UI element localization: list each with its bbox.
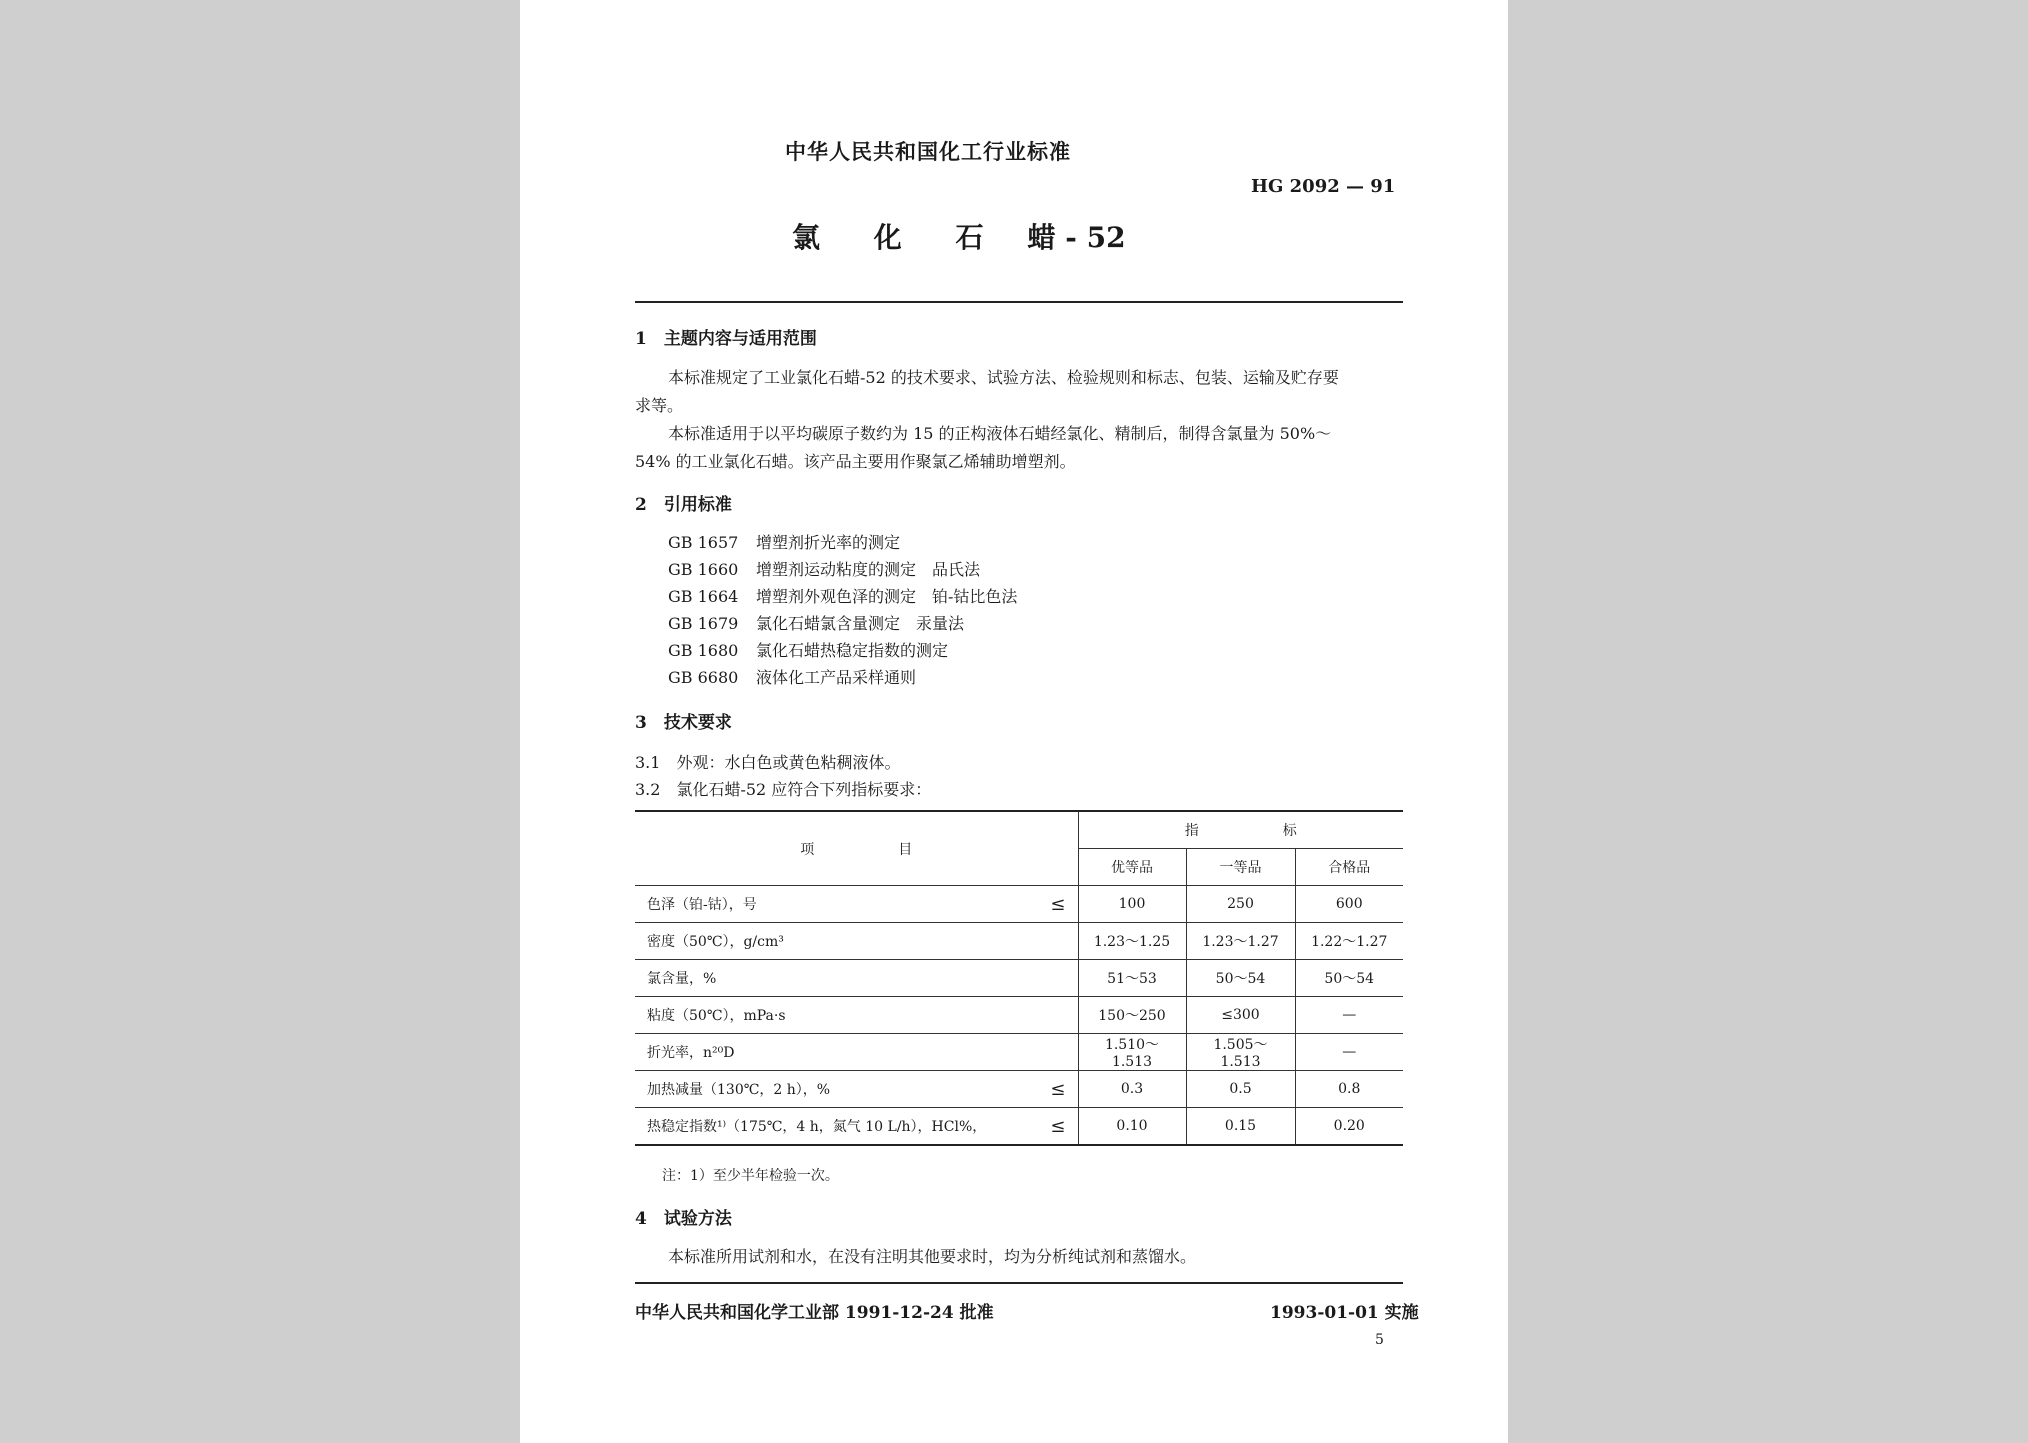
section-3-1: 3.1 外观：水白色或黄色粘稠液体。 — [635, 753, 901, 772]
cell-first: 250 — [1186, 886, 1295, 923]
approval-line: 中华人民共和国化学工业部 1991-12-24 批准 — [635, 1303, 994, 1323]
row-label: 折光率，n²⁰D — [647, 1045, 735, 1061]
top-rule — [635, 301, 1403, 303]
cell-first: 50～54 — [1186, 960, 1295, 997]
row-label: 加热减量（130℃，2 h），% — [647, 1081, 831, 1098]
bottom-rule — [635, 1282, 1403, 1284]
cell-qualified: — — [1295, 997, 1403, 1034]
cell-premium: 0.10 — [1078, 1108, 1186, 1146]
grade-first: 一等品 — [1186, 849, 1295, 886]
row-item — [635, 997, 1078, 1034]
table-row — [635, 1034, 1403, 1071]
row-item — [635, 886, 1078, 923]
le-sign: ≤ — [1050, 893, 1066, 915]
row-label: 热稳定指数¹⁾（175℃，4 h，氮气 10 L/h），HCl%， — [647, 1118, 987, 1135]
ref-title: 增塑剂外观色泽的测定 铂-钴比色法 — [756, 587, 1018, 606]
ref-item — [668, 530, 900, 553]
cell-premium: 150～250 — [1078, 997, 1186, 1034]
title-char-1: 氯 — [792, 221, 821, 254]
cell-premium: 1.23～1.25 — [1078, 923, 1186, 960]
spec-table — [635, 810, 1403, 1146]
grade-qualified: 合格品 — [1295, 849, 1403, 886]
ref-title: 液体化工产品采样通则 — [756, 668, 917, 687]
ref-item — [668, 557, 980, 580]
cell-qualified: 1.22～1.27 — [1295, 923, 1403, 960]
ref-item — [668, 584, 1017, 607]
ref-title: 增塑剂折光率的测定 — [756, 533, 901, 552]
table-row — [635, 886, 1403, 923]
table-row — [635, 1071, 1403, 1108]
table-row — [635, 960, 1403, 997]
header-index: 指 标 — [1078, 811, 1403, 849]
section-1-para-1-line-2: 求等。 — [635, 396, 684, 415]
ref-code: GB 1660 — [668, 560, 739, 579]
row-item — [635, 1034, 1078, 1071]
ref-code: GB 1679 — [668, 614, 739, 633]
table-row — [635, 1108, 1403, 1146]
header-item: 项 目 — [635, 811, 1078, 886]
row-item — [635, 960, 1078, 997]
row-label: 色泽（铂-钴），号 — [647, 896, 757, 913]
cell-qualified: 0.8 — [1295, 1071, 1403, 1108]
ref-code: GB 6680 — [668, 668, 739, 687]
ref-item — [668, 638, 948, 661]
row-item — [635, 1108, 1078, 1146]
title-tail: 蜡 - 52 — [1027, 221, 1126, 254]
page-number: 5 — [1375, 1332, 1384, 1348]
document-page — [520, 0, 1508, 1443]
table-note: 注：1）至少半年检验一次。 — [662, 1168, 839, 1184]
cell-premium: 1.510～1.513 — [1078, 1034, 1186, 1071]
title-char-2: 化 — [873, 221, 902, 254]
table-header-row — [635, 811, 1403, 849]
ref-title: 氯化石蜡热稳定指数的测定 — [756, 641, 949, 660]
cell-premium: 100 — [1078, 886, 1186, 923]
ref-title: 氯化石蜡氯含量测定 汞量法 — [756, 614, 965, 633]
row-item — [635, 923, 1078, 960]
section-1-para-1-line-1: 本标准规定了工业氯化石蜡-52 的技术要求、试验方法、检验规则和标志、包装、运输及贮存要 — [668, 368, 1339, 387]
section-4-para: 本标准所用试剂和水，在没有注明其他要求时，均为分析纯试剂和蒸馏水。 — [668, 1247, 1197, 1266]
row-label: 密度（50℃），g/cm³ — [647, 934, 784, 950]
table-row — [635, 923, 1403, 960]
section-1-heading: 1 主题内容与适用范围 — [635, 329, 817, 349]
le-sign: ≤ — [1050, 1078, 1066, 1100]
cell-qualified: 50～54 — [1295, 960, 1403, 997]
table-row — [635, 997, 1403, 1034]
grade-premium: 优等品 — [1078, 849, 1186, 886]
effective-date: 1993-01-01 实施 — [1270, 1303, 1419, 1323]
cell-first: 1.23～1.27 — [1186, 923, 1295, 960]
document-title — [792, 216, 1126, 256]
cell-qualified: 0.20 — [1295, 1108, 1403, 1146]
title-char-3: 石 — [955, 221, 984, 254]
standard-code: HG 2092 — 91 — [1251, 176, 1396, 197]
ref-code: GB 1680 — [668, 641, 739, 660]
row-label: 氯含量，% — [647, 971, 717, 987]
cell-qualified: — — [1295, 1034, 1403, 1071]
section-3-2: 3.2 氯化石蜡-52 应符合下列指标要求： — [635, 780, 932, 799]
cell-premium: 51～53 — [1078, 960, 1186, 997]
cell-first: 0.5 — [1186, 1071, 1295, 1108]
cell-premium: 0.3 — [1078, 1071, 1186, 1108]
ref-code: GB 1657 — [668, 533, 739, 552]
section-1-para-2-line-2: 54% 的工业氯化石蜡。该产品主要用作聚氯乙烯辅助增塑剂。 — [635, 452, 1076, 471]
cell-qualified: 600 — [1295, 886, 1403, 923]
row-label: 粘度（50℃），mPa·s — [647, 1008, 786, 1024]
row-item — [635, 1071, 1078, 1108]
ref-code: GB 1664 — [668, 587, 739, 606]
section-2-heading: 2 引用标准 — [635, 495, 732, 515]
section-4-heading: 4 试验方法 — [635, 1209, 732, 1229]
cell-first: ≤300 — [1186, 997, 1295, 1034]
ministry-header: 中华人民共和国化工行业标准 — [785, 139, 1071, 164]
section-3-heading: 3 技术要求 — [635, 713, 732, 733]
cell-first: 0.15 — [1186, 1108, 1295, 1146]
ref-item — [668, 665, 916, 688]
ref-item — [668, 611, 964, 634]
section-1-para-2-line-1: 本标准适用于以平均碳原子数约为 15 的正构液体石蜡经氯化、精制后，制得含氯量为 50%～ — [668, 424, 1332, 443]
le-sign: ≤ — [1050, 1115, 1066, 1137]
cell-first: 1.505～1.513 — [1186, 1034, 1295, 1071]
ref-title: 增塑剂运动粘度的测定 品氏法 — [756, 560, 981, 579]
